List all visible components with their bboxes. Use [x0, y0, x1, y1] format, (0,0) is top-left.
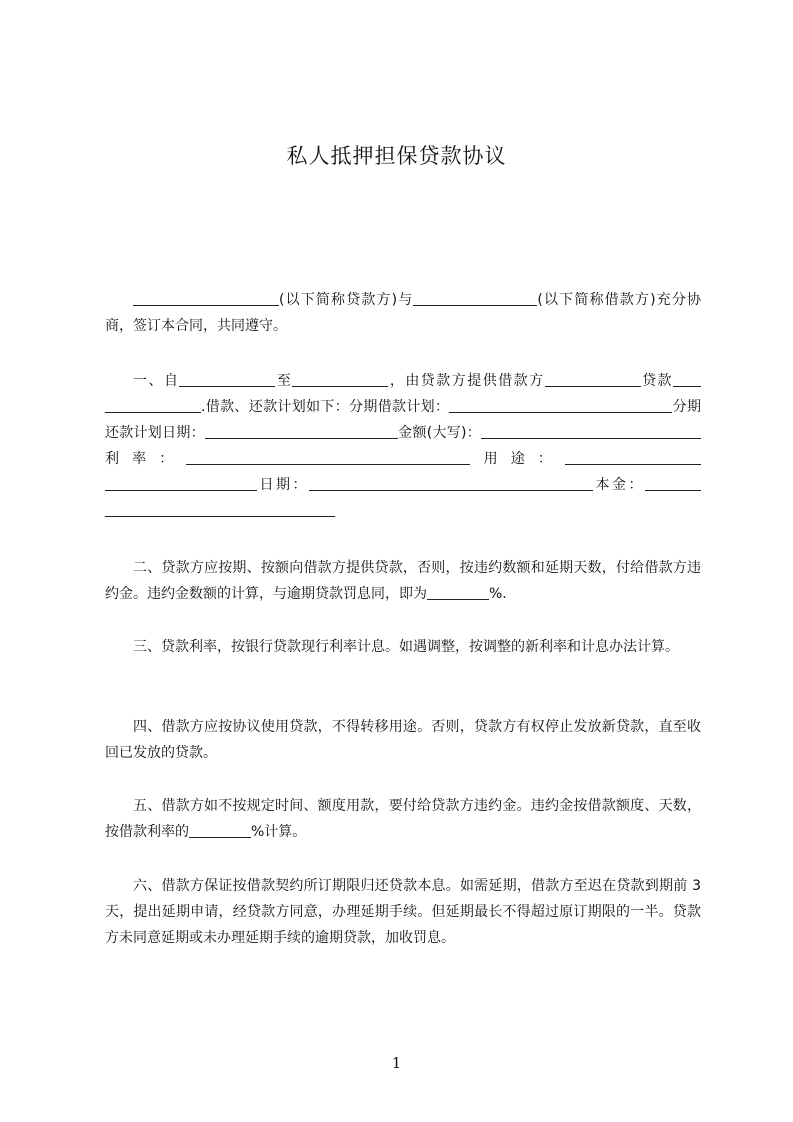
clause-5-paragraph: [105, 793, 701, 845]
intro-paragraph: [105, 287, 701, 339]
clause-1-text-6: 分期还款计划日期：: [105, 399, 701, 441]
loan-amount-blank-b: [105, 397, 201, 413]
principal-blank-b: [105, 501, 335, 517]
clause-2-paragraph: [105, 555, 701, 607]
repayment-date-blank: [205, 423, 398, 439]
penalty-rate-blank: [427, 584, 489, 600]
document-title: 私人抵押担保贷款协议: [286, 144, 507, 168]
clause-1-text-10: 日期：: [257, 477, 309, 493]
amount-in-words-blank-a: [481, 423, 631, 439]
clause-1-text-8: 利率：: [105, 451, 187, 467]
borrower-name-blank: [413, 290, 537, 306]
date-blank: [309, 475, 593, 491]
clause-3-text: 三、贷款利率，按银行贷款现行利率计息。如遇调整，按调整的新利率和计息办法计算。: [133, 639, 679, 655]
loan-type-blank: [545, 371, 641, 387]
installment-plan-blank-a: [449, 397, 663, 413]
clause-1-text-5: .借款、还款计划如下：分期借款计划：: [201, 399, 450, 415]
intro-text-1: (以下简称贷款方)与: [279, 292, 414, 308]
lender-name-blank: [133, 290, 279, 306]
loan-amount-blank-a: [673, 371, 701, 387]
start-date-blank: [179, 371, 275, 387]
clause-6-paragraph: [105, 873, 701, 951]
clause-1-text-11: 本金：: [593, 477, 645, 493]
clause-1-paragraph: [105, 368, 701, 524]
purpose-blank-a: [565, 449, 701, 465]
clause-1-text-3: ，由贷款方提供借款方: [388, 373, 545, 389]
clause-2-text-2: %.: [489, 586, 507, 602]
installment-plan-blank-b: [663, 397, 672, 413]
amount-in-words-blank-b: [631, 423, 701, 439]
clause-4-text: 四、借款方应按协议使用贷款，不得转移用途。否则，贷款方有权停止发放新贷款，直至收回已发放的贷款。: [105, 719, 701, 761]
clause-5-text-2: %计算。: [251, 824, 307, 840]
clause-6-text: 六、借款方保证按借款契约所订期限归还贷款本息。如需延期，借款方至迟在贷款到期前 3 天，提出延期申请，经贷款方同意，办理延期手续。但延期最长不得超过原订期限的一半。贷款方未同意延期或未办理延期手续的逾期贷款，加收罚息。: [105, 878, 701, 946]
clause-4-paragraph: [105, 714, 701, 766]
principal-blank-a: [645, 475, 701, 491]
clause-1-text-4: 贷款: [640, 373, 674, 389]
clause-1-text-2: 至: [275, 373, 293, 389]
clause-1-text-1: 一、自: [133, 373, 180, 389]
clause-2-text-1: 二、贷款方应按期、按额向借款方提供贷款，否则，按违约数额和延期天数，付给借款方违约金。违约金数额的计算，与逾期贷款罚息同，即为: [105, 560, 701, 602]
end-date-blank: [292, 371, 388, 387]
breach-rate-blank: [189, 822, 251, 838]
clause-1-text-9: 用途：: [470, 451, 566, 467]
clause-1-text-7: 金额(大写)：: [397, 425, 481, 441]
clause-3-paragraph: [105, 634, 701, 660]
clause-5-text-1: 五、借款方如不按规定时间、额度用款，要付给贷款方违约金。违约金按借款额度、天数，按借款利率的: [105, 798, 701, 840]
interest-rate-blank: [186, 449, 470, 465]
purpose-blank-b: [105, 475, 257, 491]
page-number: 1: [391, 1054, 402, 1072]
intro-text-2: (以下简称借款方)充分协商，签订本合同，共同遵守。: [105, 292, 701, 334]
